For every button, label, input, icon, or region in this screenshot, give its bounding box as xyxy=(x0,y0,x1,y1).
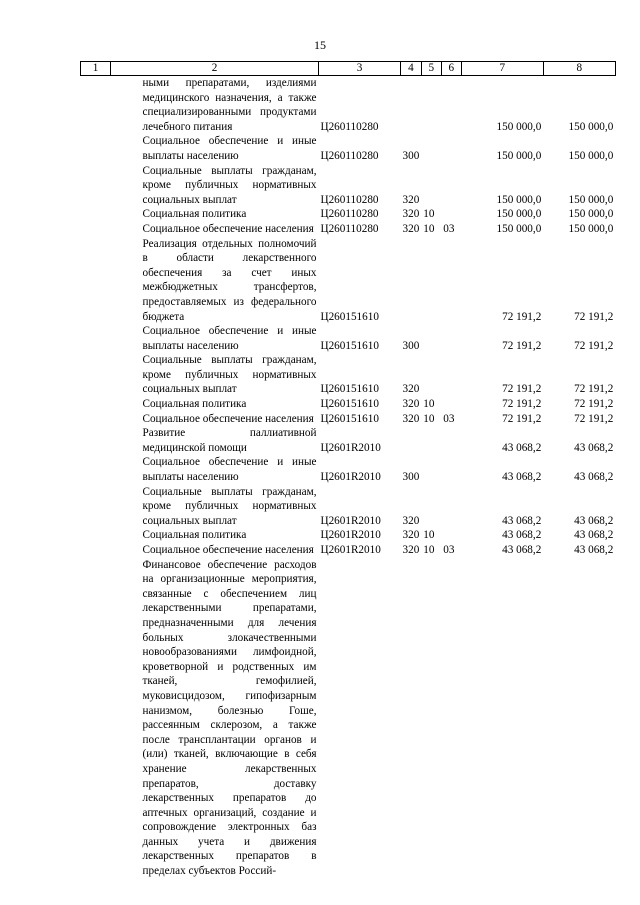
table-row xyxy=(81,164,616,208)
table-row xyxy=(81,485,616,529)
row-col5 xyxy=(421,237,441,325)
row-col4: 320 xyxy=(402,383,420,396)
row-value-7: 43 068,2 xyxy=(502,471,542,484)
row-description: Социальное обеспечение и иные выплаты населению xyxy=(142,135,317,162)
row-value-8: 150 000,0 xyxy=(568,149,614,162)
table-row xyxy=(81,237,616,325)
row-value-8: 150 000,0 xyxy=(568,208,614,221)
row-description: Социальное обеспечение и иные выплаты населению xyxy=(142,325,317,352)
row-description: Социальные выплаты гражданам, кроме публичных нормативных социальных выплат xyxy=(142,164,317,206)
row-col4: 320 xyxy=(402,412,420,425)
row-value-8: 72 191,2 xyxy=(574,412,614,425)
row-code: Ц2601R2010 xyxy=(320,514,381,527)
row-col5 xyxy=(421,76,441,135)
row-value-7: 43 068,2 xyxy=(502,441,542,454)
row-col6 xyxy=(441,164,461,208)
row-number-cell xyxy=(81,543,111,558)
row-value-7: 150 000,0 xyxy=(496,120,542,133)
row-description: Социальные выплаты гражданам, кроме публичных нормативных социальных выплат xyxy=(142,354,317,396)
row-code: Ц2601R2010 xyxy=(320,529,381,542)
row-value-7: 43 068,2 xyxy=(502,514,542,527)
row-col5 xyxy=(421,164,441,208)
row-number-cell xyxy=(81,134,111,163)
row-col4: 300 xyxy=(402,339,420,352)
row-code: Ц260151610 xyxy=(320,383,379,396)
row-number-cell xyxy=(81,164,111,208)
table-header-row xyxy=(81,62,616,76)
header-cell: 3 xyxy=(319,62,401,76)
row-value-7: 72 191,2 xyxy=(502,310,542,323)
table-row xyxy=(81,558,616,879)
row-col4: 320 xyxy=(402,529,420,542)
row-col5: 10 xyxy=(423,544,435,556)
row-code: Ц260151610 xyxy=(320,339,379,352)
row-col5: 10 xyxy=(423,398,435,411)
row-value-8: 43 068,2 xyxy=(574,529,614,542)
row-value-7: 150 000,0 xyxy=(496,193,542,206)
row-col5 xyxy=(421,134,441,163)
row-number-cell xyxy=(81,558,111,879)
row-col6 xyxy=(441,324,461,353)
row-col6: 03 xyxy=(443,412,455,425)
row-col5 xyxy=(421,353,441,397)
budget-table xyxy=(80,61,616,879)
row-col4: 300 xyxy=(402,149,420,162)
row-col6: 03 xyxy=(443,544,455,556)
table-row xyxy=(81,412,616,427)
row-description: Социальная политика xyxy=(142,398,247,411)
row-value-7: 72 191,2 xyxy=(502,339,542,352)
row-value-7: 43 068,2 xyxy=(502,544,542,556)
header-cell: 4 xyxy=(401,62,422,76)
row-code: Ц260151610 xyxy=(320,412,379,425)
row-col6 xyxy=(441,426,461,455)
row-col5: 10 xyxy=(423,208,435,221)
page-number: 15 xyxy=(314,38,326,52)
row-value-8: 72 191,2 xyxy=(574,383,614,396)
row-col6 xyxy=(441,485,461,529)
row-col4: 300 xyxy=(402,471,420,484)
row-number-cell xyxy=(81,222,111,237)
row-description: Социальные выплаты гражданам, кроме публичных нормативных социальных выплат xyxy=(142,485,317,527)
row-col6 xyxy=(441,397,461,412)
row-col4 xyxy=(401,426,422,455)
row-col4: 320 xyxy=(402,514,420,527)
row-code: Ц260110280 xyxy=(320,208,379,221)
row-col4 xyxy=(401,76,422,135)
table-row xyxy=(81,324,616,353)
row-col4 xyxy=(401,558,422,879)
row-col5 xyxy=(421,485,441,529)
header-cell: 2 xyxy=(111,62,319,76)
row-col4: 320 xyxy=(402,222,420,235)
row-number-cell xyxy=(81,412,111,427)
row-number-cell xyxy=(81,397,111,412)
row-code xyxy=(319,558,401,879)
row-description: Социальное обеспечение населения xyxy=(142,544,314,556)
row-col4 xyxy=(401,237,422,325)
row-col4: 320 xyxy=(402,193,420,206)
row-value-8: 150 000,0 xyxy=(568,222,614,235)
row-description: Социальное обеспечение и иные выплаты населению xyxy=(142,456,317,484)
row-number-cell xyxy=(81,528,111,543)
row-number-cell xyxy=(81,426,111,455)
table-row xyxy=(81,397,616,412)
table-row xyxy=(81,543,616,558)
row-col5 xyxy=(421,455,441,484)
row-col6 xyxy=(441,76,461,135)
row-col6 xyxy=(441,134,461,163)
row-value-7 xyxy=(461,558,543,879)
row-col6: 03 xyxy=(443,222,455,235)
row-col6 xyxy=(441,558,461,879)
row-col5 xyxy=(421,324,441,353)
row-description: Социальная политика xyxy=(142,208,247,221)
row-number-cell xyxy=(81,455,111,484)
row-number-cell xyxy=(81,485,111,529)
row-col5: 10 xyxy=(423,222,435,235)
table-row xyxy=(81,134,616,163)
table-row xyxy=(81,76,616,135)
row-description: Социальное обеспечение населения xyxy=(142,222,314,235)
row-col4: 320 xyxy=(402,208,420,221)
row-description: Развитие паллиативной медицинской помощи xyxy=(142,427,317,454)
row-description: Финансовое обеспечение расходов на организационные мероприятия, связанные с обеспечением лиц лекарственными препаратами, предназначенными для лечения больных злокачественными новообразованиями лимфоидной, кроветворной и родственных им тканей, гемофилией, муковисцидозом, гипофизарным нанизмом, болезнью Гоше, рассеянным склерозом, а также после трансплантации органов и (или) тканей, включающие в себя хранение лекарственных препаратов, доставку лекарственных препаратов до аптечных организаций, создание и сопровождение электронных баз данных учета и движения лекарственных препаратов в пределах субъектов Россий- xyxy=(142,558,317,878)
row-col6 xyxy=(441,353,461,397)
row-value-8: 43 068,2 xyxy=(574,514,614,527)
row-value-8: 72 191,2 xyxy=(574,398,614,411)
row-value-8: 72 191,2 xyxy=(574,339,614,352)
row-description: Социальное обеспечение населения xyxy=(142,412,314,425)
header-cell: 5 xyxy=(421,62,441,76)
row-value-8 xyxy=(543,558,615,879)
table-row xyxy=(81,426,616,455)
row-value-7: 150 000,0 xyxy=(496,149,542,162)
table-row xyxy=(81,353,616,397)
row-value-8: 150 000,0 xyxy=(568,193,614,206)
row-code: Ц2601R2010 xyxy=(320,544,381,556)
table-row xyxy=(81,455,616,484)
row-value-7: 150 000,0 xyxy=(496,208,542,221)
row-col5 xyxy=(421,558,441,879)
row-code: Ц2601R2010 xyxy=(320,471,381,484)
header-cell: 1 xyxy=(81,62,111,76)
row-col5: 10 xyxy=(423,529,435,542)
row-code: Ц260151610 xyxy=(320,398,379,411)
row-number-cell xyxy=(81,353,111,397)
row-code: Ц260110280 xyxy=(320,193,379,206)
row-code: Ц260151610 xyxy=(320,310,379,323)
row-value-7: 72 191,2 xyxy=(502,383,542,396)
row-col6 xyxy=(441,207,461,222)
row-number-cell xyxy=(81,324,111,353)
row-code: Ц260110280 xyxy=(320,222,379,235)
row-col5: 10 xyxy=(423,412,435,425)
row-number-cell xyxy=(81,237,111,325)
table-row xyxy=(81,528,616,543)
row-number-cell xyxy=(81,207,111,222)
row-description: Социальная политика xyxy=(142,529,247,542)
table-row xyxy=(81,222,616,237)
header-cell: 7 xyxy=(461,62,543,76)
row-value-7: 43 068,2 xyxy=(502,529,542,542)
row-col6 xyxy=(441,237,461,325)
row-value-7: 72 191,2 xyxy=(502,412,542,425)
table-body xyxy=(81,76,616,879)
header-cell: 6 xyxy=(441,62,461,76)
row-value-7: 72 191,2 xyxy=(502,398,542,411)
row-value-7: 150 000,0 xyxy=(496,222,542,235)
row-col6 xyxy=(441,528,461,543)
row-code: Ц2601R2010 xyxy=(320,441,381,454)
row-value-8: 72 191,2 xyxy=(574,310,614,323)
table-row xyxy=(81,207,616,222)
row-col4: 320 xyxy=(402,544,420,556)
row-col6 xyxy=(441,455,461,484)
row-description: ными препаратами, изделиями медицинского назначения, а также специализированными продуктами лечебного питания xyxy=(142,77,317,133)
row-code: Ц260110280 xyxy=(320,149,379,162)
row-value-8: 150 000,0 xyxy=(568,120,614,133)
row-code: Ц260110280 xyxy=(320,120,379,133)
row-number-cell xyxy=(81,76,111,135)
row-col5 xyxy=(421,426,441,455)
row-value-8: 43 068,2 xyxy=(574,471,614,484)
header-cell: 8 xyxy=(543,62,615,76)
row-description: Реализация отдельных полномочий в области лекарственного обеспечения за счет иных межбюджетных трансфертов, предоставляемых из федерального бюджета xyxy=(142,237,317,323)
row-value-8: 43 068,2 xyxy=(574,544,614,556)
row-col4: 320 xyxy=(402,398,420,411)
row-value-8: 43 068,2 xyxy=(574,441,614,454)
